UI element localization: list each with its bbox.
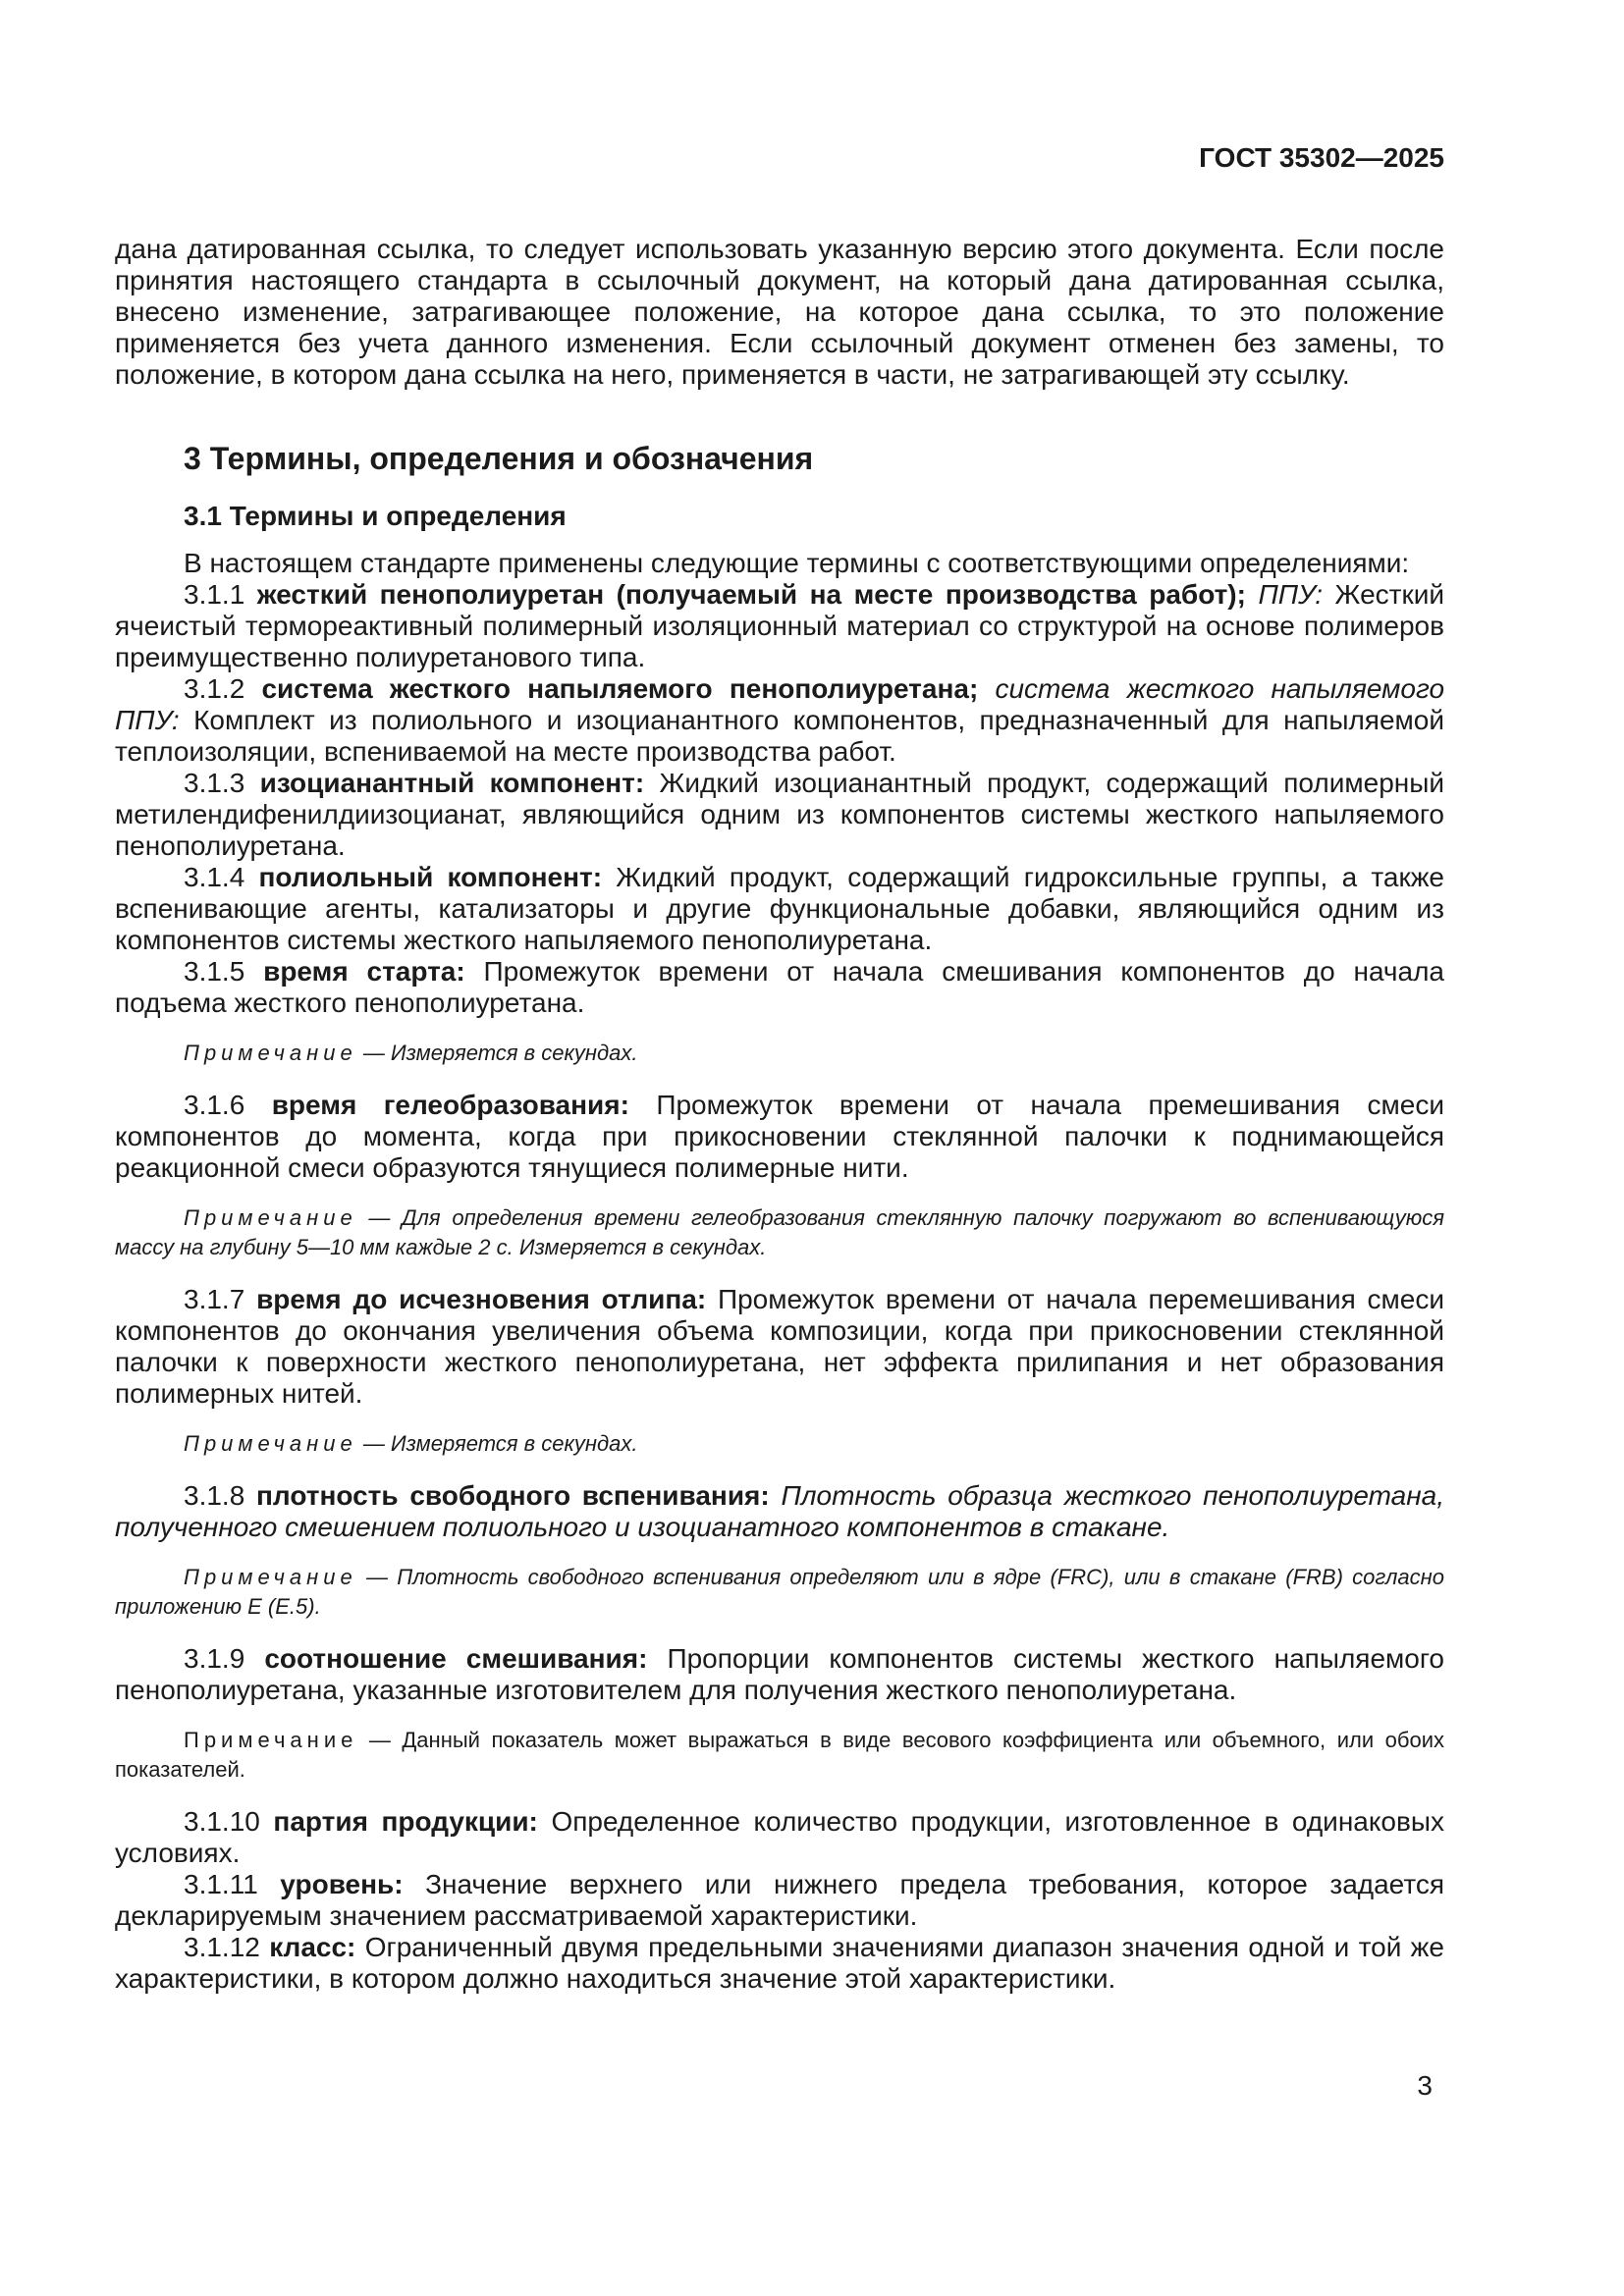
note-after-3-1-5-segment-1: — Измеряется в секундах. [356, 1041, 638, 1065]
term-3-1-1-segment-3: Жесткий ячеистый термореактивный полимерный изоляционный материал со структурой на основе полимеров преимущественно полиуретанового типа. [115, 579, 1444, 672]
term-3-1-9-segment-2: Пропорции компонентов системы жесткого напыляемого пенополиуретана, указанные изготовителем для получения жесткого пенополиуретана. [115, 1643, 1445, 1705]
note-after-3-1-8-segment-1: — Плотность свободного вспенивания определяют или в ядре (FRC), или в стакане (FRB) согласно приложению Е (Е.5). [115, 1565, 1444, 1619]
term-3-1-5-segment-1: время старта: [263, 956, 484, 987]
term-3-1-4-segment-0: 3.1.4 [184, 862, 259, 892]
term-3-1-12 [115, 1932, 1444, 1995]
term-3-1-3 [115, 768, 1444, 862]
references-continuation-paragraph [115, 234, 1444, 391]
doc-number-header: ГОСТ 35302—2025 [1199, 142, 1444, 173]
term-3-1-12-segment-1: класс: [269, 1932, 365, 1962]
term-3-1-7-segment-2: Промежуток времени от начала перемешивания смеси компонентов до окончания увеличения объема композиции, когда при прикосновении стеклянной палочки к поверхности жесткого пенополиуретана, нет эффекта прилипания и нет образования полимерных нитей. [115, 1284, 1445, 1409]
section-3-heading-segment-0: 3 Термины, определения и обозначения [184, 441, 814, 476]
references-continuation-paragraph-segment-0: дана датированная ссылка, то следует использовать указанную версию этого документа. Если после принятия настоящего стандарта в ссылочный документ, на который дана датированная ссылка, внесено изменение, затрагивающее положение, на которое дана ссылка, то это положение применяется без учета данного изменения. Если ссылочный документ отменен без замены, то положение, в котором дана ссылка на него, применяется в части, не затрагивающей эту ссылку. [115, 234, 1444, 390]
page-footer [1417, 2071, 1433, 2101]
term-3-1-6 [115, 1090, 1444, 1184]
term-3-1-1-segment-0: 3.1.1 [184, 579, 257, 610]
note-after-3-1-7-segment-0: Примечание [184, 1431, 357, 1456]
note-after-3-1-9 [115, 1726, 1444, 1785]
note-after-3-1-7-segment-1: — Измеряется в секундах. [356, 1431, 638, 1456]
section-3-heading [115, 440, 1444, 477]
note-after-3-1-8 [115, 1563, 1444, 1622]
term-3-1-2-segment-3: Комплект из полиольного и изоцианантного компонентов, предназначенный для напыляемой теплоизоляции, вспениваемой на месте производства работ. [115, 705, 1444, 767]
term-3-1-3-segment-2: Жидкий изоцианантный продукт, содержащий полимерный метилендифенилдиизоцианат, являющийся одним из компонентов системы жесткого напыляемого пенополиуретана. [115, 768, 1444, 861]
term-3-1-8-segment-1: плотность свободного вспенивания: [256, 1480, 782, 1511]
term-3-1-2-segment-0: 3.1.2 [184, 673, 262, 704]
term-3-1-4 [115, 862, 1444, 956]
term-3-1-11-segment-0: 3.1.11 [184, 1869, 281, 1899]
note-after-3-1-9-segment-0: Примечание [184, 1728, 358, 1752]
term-3-1-12-segment-0: 3.1.12 [184, 1932, 270, 1962]
term-3-1-1-segment-2: ППУ: [1258, 579, 1324, 610]
note-after-3-1-6 [115, 1203, 1444, 1262]
term-3-1-10-segment-0: 3.1.10 [184, 1806, 274, 1837]
term-3-1-10-segment-2: Определенное количество продукции, изготовленное в одинаковых условиях. [115, 1806, 1444, 1868]
note-after-3-1-6-segment-0: Примечание [184, 1205, 357, 1230]
term-3-1-9 [115, 1643, 1444, 1706]
term-3-1-6-segment-2: Промежуток времени от начала премешивания смеси компонентов до момента, когда при прикосновении стеклянной палочки к поднимающейся реакционной смеси образуются тянущиеся полимерные нити. [115, 1090, 1444, 1183]
note-after-3-1-6-segment-1: — Для определения времени гелеобразования стеклянную палочку погружают во вспенивающуюся массу на глубину 5—10 мм каждые 2 с. Измеряется в секундах. [115, 1205, 1444, 1259]
term-3-1-7-segment-0: 3.1.7 [184, 1284, 257, 1314]
term-3-1-5 [115, 956, 1444, 1019]
term-3-1-11 [115, 1869, 1444, 1932]
term-3-1-10-segment-1: партия продукции: [273, 1806, 552, 1837]
term-3-1-4-segment-1: полиольный компонент: [258, 862, 617, 892]
document-content [115, 234, 1444, 1995]
note-after-3-1-7 [115, 1429, 1444, 1459]
term-3-1-2-segment-1: система жесткого напыляемого пенополиуретана; [261, 673, 996, 704]
note-after-3-1-8-segment-0: Примечание [184, 1565, 357, 1589]
term-3-1-10 [115, 1806, 1444, 1869]
term-3-1-12-segment-2: Ограниченный двумя предельными значениями диапазон значения одной и той же характеристики, в котором должно находиться значение этой характеристики. [115, 1932, 1444, 1994]
term-3-1-3-segment-1: изоцианантный компонент: [259, 768, 660, 798]
term-3-1-11-segment-1: уровень: [280, 1869, 426, 1899]
term-3-1-5-segment-2: Промежуток времени от начала смешивания компонентов до начала подъема жесткого пенополиуретана. [115, 956, 1444, 1018]
term-3-1-3-segment-0: 3.1.3 [184, 768, 260, 798]
terms-intro-paragraph-segment-0: В настоящем стандарте применены следующие термины с соответствующими определениями: [184, 548, 1410, 578]
term-3-1-2 [115, 673, 1444, 768]
page-number: 3 [1417, 2070, 1433, 2101]
term-3-1-7 [115, 1284, 1444, 1410]
subsection-3-1-heading-segment-0: 3.1 Термины и определения [184, 501, 567, 531]
term-3-1-1-segment-1: жесткий пенополиуретан (получаемый на месте производства работ); [256, 579, 1259, 610]
term-3-1-7-segment-1: время до исчезновения отлипа: [256, 1284, 718, 1314]
term-3-1-8-segment-2: Плотность образца жесткого пенополиуретана, полученного смешением полиольного и изоцианатного компонентов в стакане. [115, 1480, 1444, 1542]
term-3-1-6-segment-1: время гелеобразования: [271, 1090, 657, 1120]
note-after-3-1-9-segment-1: — Данный показатель может выражаться в виде весового коэффициента или объемного, или обоих показателей. [115, 1728, 1444, 1782]
term-3-1-4-segment-2: Жидкий продукт, содержащий гидроксильные группы, а также вспенивающие агенты, катализаторы и другие функциональные добавки, являющийся одним из компонентов системы жесткого напыляемого пенополиуретана. [115, 862, 1444, 955]
term-3-1-8 [115, 1480, 1444, 1543]
term-3-1-6-segment-0: 3.1.6 [184, 1090, 272, 1120]
term-3-1-2-segment-2: система жесткого напыляемого ППУ: [115, 673, 1445, 735]
note-after-3-1-5 [115, 1039, 1444, 1068]
subsection-3-1-heading [115, 501, 1444, 532]
terms-intro-paragraph [115, 548, 1444, 579]
term-3-1-9-segment-0: 3.1.9 [184, 1643, 265, 1674]
term-3-1-5-segment-0: 3.1.5 [184, 956, 264, 987]
term-3-1-8-segment-0: 3.1.8 [184, 1480, 257, 1511]
term-3-1-9-segment-1: соотношение смешивания: [264, 1643, 668, 1674]
term-3-1-11-segment-2: Значение верхнего или нижнего предела требования, которое задается декларируемым значением рассматриваемой характеристики. [115, 1869, 1444, 1931]
term-3-1-1 [115, 579, 1444, 673]
note-after-3-1-5-segment-0: Примечание [184, 1041, 357, 1065]
